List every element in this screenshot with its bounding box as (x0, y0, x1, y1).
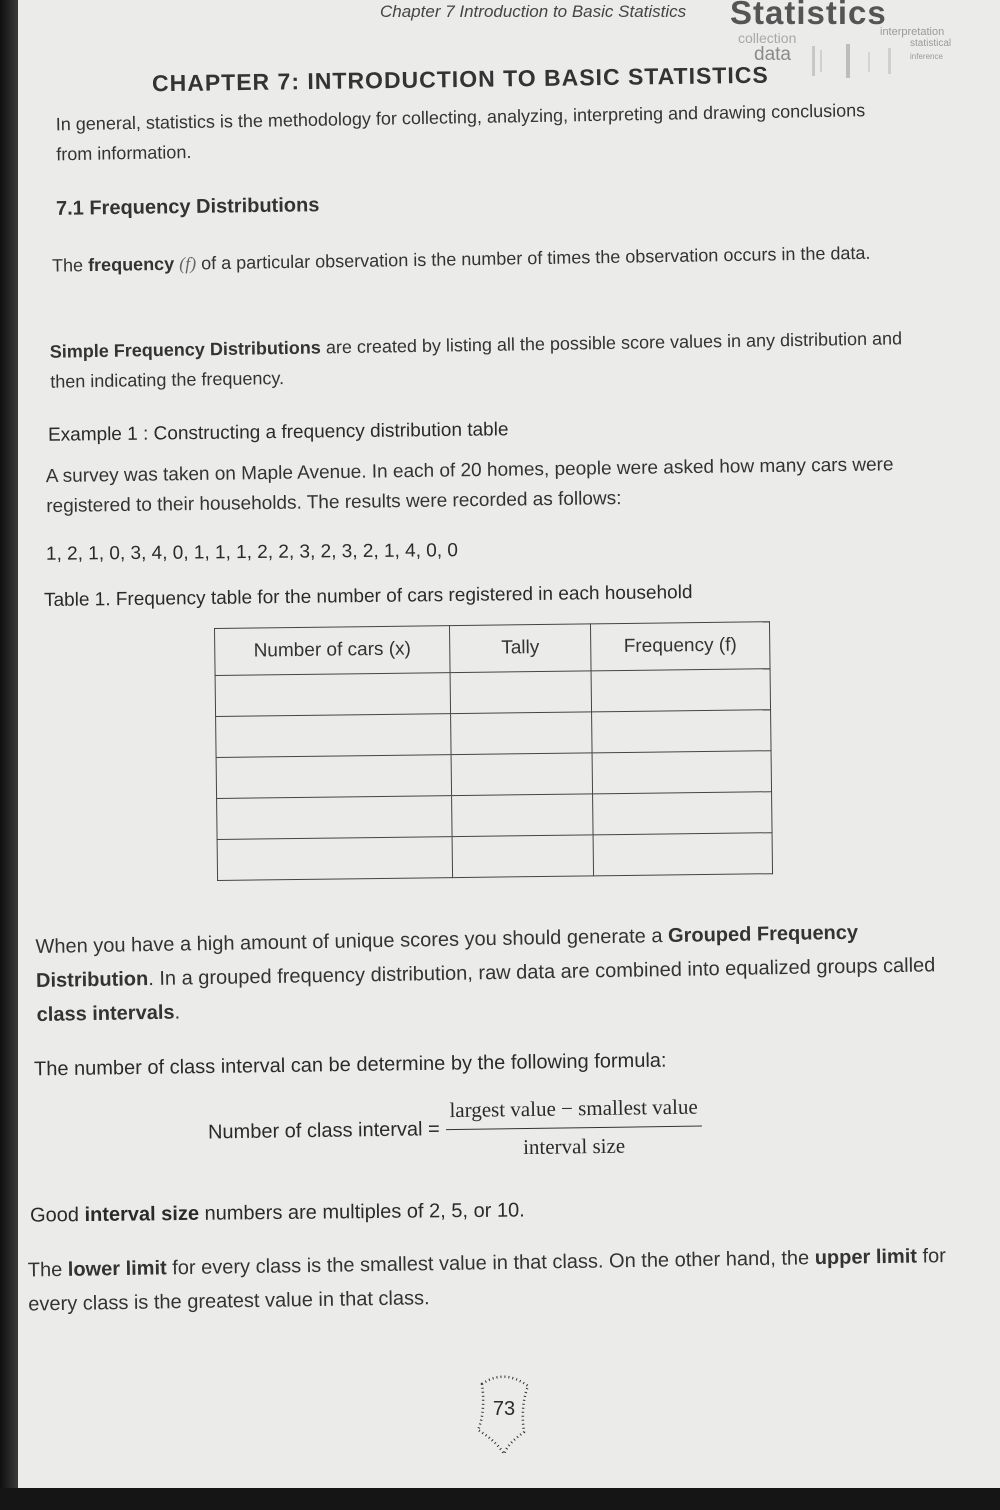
good-rest: numbers are multiples of 2, 5, or 10. (204, 1199, 525, 1225)
book-spine-shadow (0, 0, 18, 1510)
table-cell (216, 714, 451, 758)
table-cell (216, 755, 451, 799)
grouped-lead: When you have a high amount of unique scores you should generate a (35, 925, 663, 959)
table-header-row (215, 622, 771, 676)
table-cell (452, 794, 593, 837)
good-interval-paragraph (30, 1199, 525, 1227)
simple-frequency-term: Simple Frequency Distributions (49, 337, 321, 362)
banner-tag-collection: collection (738, 30, 797, 46)
good-lead: Good (29, 1204, 80, 1227)
running-head: Chapter 7 Introduction to Basic Statistics (380, 2, 687, 21)
simple-frequency-definition (50, 323, 906, 396)
frequency-definition (52, 237, 902, 280)
table-caption: Table 1. Frequency table for the number of cars registered in each household (43, 582, 693, 611)
formula-lhs: Number of class interval = (207, 1118, 440, 1144)
lower-limit-term: lower limit (67, 1257, 167, 1281)
survey-paragraph: A survey was taken on Maple Avenue. In each of 20 homes, people were asked how many cars were registered to their households. The results were recorded as follows: (45, 454, 894, 518)
class-intervals-term: class intervals (36, 1001, 175, 1027)
grouped-term: Grouped Frequency Distribution (35, 921, 859, 993)
header-frequency: Frequency (f) (590, 622, 770, 671)
formula-denominator: interval size (522, 1133, 626, 1160)
section-heading: 7.1 Frequency Distributions (55, 194, 320, 220)
banner-tag-statistical: statistical (910, 38, 952, 49)
grouped-end: . (174, 1001, 181, 1024)
statistics-banner-word: Statistics (730, 0, 887, 31)
table-cell (217, 796, 452, 840)
table-cell (592, 751, 771, 794)
table-row (217, 833, 772, 881)
table-cell (215, 673, 450, 717)
simple-frequency-rest: are created by listing all the possible score values in any distribution and then indicating the frequency. (50, 328, 903, 392)
table-cell (593, 792, 772, 835)
formula-fraction (445, 1095, 702, 1162)
table-row (216, 710, 771, 758)
interval-size-term: interval size (84, 1202, 200, 1227)
frequency-term: frequency (87, 253, 175, 276)
table-row (216, 751, 771, 799)
table-cell (451, 753, 592, 796)
header-number-of-cars: Number of cars (x) (215, 626, 451, 676)
banner-tag-inference: inference (910, 52, 943, 61)
grouped-mid: . In a grouped frequency distribution, raw data are combined into equalized groups called (148, 954, 936, 991)
intro-paragraph: In general, statistics is the methodology for collecting, analyzing, interpreting and drawing conclusions from information. (55, 100, 866, 165)
survey-data-list: 1, 2, 1, 0, 3, 4, 0, 1, 1, 1, 2, 2, 3, 2, 3, 2, 1, 4, 0, 0 (45, 540, 459, 565)
textbook-page (18, 0, 1000, 1488)
limits-paragraph (28, 1239, 984, 1322)
table-cell (217, 837, 452, 881)
banner-decoration-bars (808, 40, 918, 80)
example-heading: Example 1 : Constructing a frequency distribution table (47, 419, 509, 446)
formula-numerator: largest value − smallest value (445, 1095, 702, 1131)
table-cell (452, 835, 593, 878)
table-cell (591, 669, 770, 712)
frequency-prefix: The (51, 255, 84, 276)
table-cell (593, 833, 772, 876)
frequency-rest: of a particular observation is the number of times the observation occurs in the data. (200, 242, 871, 274)
grouped-frequency-paragraph (35, 914, 957, 1032)
banner-tag-data: data (754, 44, 791, 65)
table-cell (451, 712, 592, 755)
table-row (217, 792, 772, 840)
upper-limit-term: upper limit (814, 1245, 918, 1270)
table-cell (592, 710, 771, 753)
banner-tag-interpretation: interpretation (880, 26, 945, 38)
table-cell (450, 671, 591, 714)
table-body (215, 669, 772, 881)
frequency-table (214, 621, 773, 881)
page-bottom-shadow (0, 1488, 1000, 1510)
limits-end: for every class is the greatest value in that class. (28, 1245, 947, 1316)
limits-mid: for every class is the smallest value in that class. On the other hand, the (172, 1247, 810, 1280)
frequency-symbol: (f) (178, 253, 197, 274)
chapter-title: CHAPTER 7: INTRODUCTION TO BASIC STATISTICS (151, 61, 769, 97)
limits-lead: The (27, 1258, 63, 1282)
table-row (215, 669, 770, 717)
page-number: 73 (492, 1398, 516, 1420)
class-interval-formula (208, 1095, 703, 1165)
header-tally: Tally (449, 624, 591, 673)
formula-intro: The number of class interval can be determine by the following formula: (33, 1049, 667, 1081)
